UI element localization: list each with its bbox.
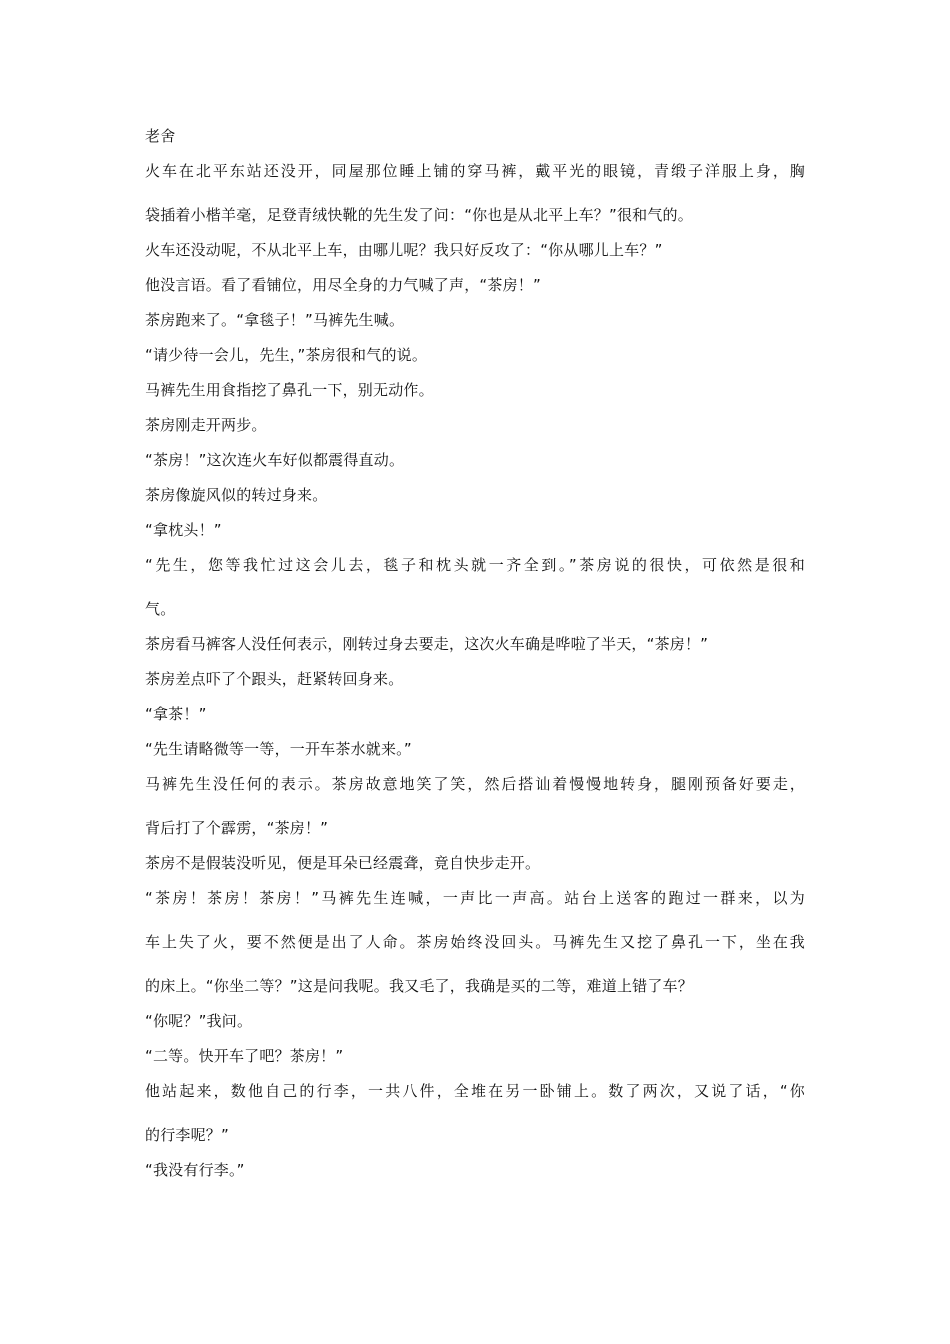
- paragraph-line: “茶房！茶房！茶房！”马裤先生连喊，一声比一声高。站台上送客的跑过一群来，以为: [145, 889, 805, 907]
- paragraph-line: 茶房差点吓了个跟头，赶紧转回身来。: [145, 670, 404, 688]
- paragraph-line: 茶房刚走开两步。: [145, 416, 267, 434]
- paragraph-line: 的床上。“你坐二等？”这是问我呢。我又毛了，我确是买的二等，难道上错了车？: [145, 977, 693, 995]
- paragraph-line: “我没有行李。”: [145, 1161, 245, 1179]
- paragraph-line: 他站起来，数他自己的行李，一共八件，全堆在另一卧铺上。数了两次，又说了话，“你: [145, 1082, 805, 1100]
- paragraph-line: 背后打了个霹雳，“茶房！”: [145, 819, 329, 837]
- paragraph-line: 袋插着小楷羊毫，足登青绒快靴的先生发了问：“你也是从北平上车？”很和气的。: [145, 206, 693, 224]
- paragraph-line: 火车在北平东站还没开，同屋那位睡上铺的穿马裤，戴平光的眼镜，青缎子洋服上身，胸: [145, 162, 805, 180]
- paragraph-line: 火车还没动呢，不从北平上车，由哪儿呢？我只好反攻了：“你从哪儿上车？”: [145, 241, 663, 259]
- paragraph-line: 的行李呢？”: [145, 1126, 229, 1144]
- paragraph-line: “拿枕头！”: [145, 521, 222, 539]
- paragraph-line: “你呢？”我问。: [145, 1012, 253, 1030]
- paragraph-line: 茶房不是假装没听见，便是耳朵已经震聋，竟自快步走开。: [145, 854, 541, 872]
- paragraph-line: “二等。快开车了吧？茶房！”: [145, 1047, 344, 1065]
- paragraph-line: 茶房跑来了。“拿毯子！”马裤先生喊。: [145, 311, 405, 329]
- paragraph-line: 车上失了火，要不然便是出了人命。茶房始终没回头。马裤先生又挖了鼻孔一下，坐在我: [145, 933, 805, 951]
- paragraph-line: 马裤先生没任何的表示。茶房故意地笑了笑，然后搭讪着慢慢地转身，腿刚预备好要走，: [145, 775, 805, 793]
- paragraph-line: “请少待一会儿，先生，”茶房很和气的说。: [145, 346, 428, 364]
- paragraph-line: 马裤先生用食指挖了鼻孔一下，别无动作。: [145, 381, 434, 399]
- document-page: [145, 125, 805, 1181]
- paragraph-line: 茶房看马裤客人没任何表示，刚转过身去要走，这次火车确是哗啦了半天，“茶房！”: [145, 635, 709, 653]
- paragraph-line: “先生请略微等一等，一开车茶水就来。”: [145, 740, 412, 758]
- paragraph-line: “茶房！”这次连火车好似都震得直动。: [145, 451, 405, 469]
- paragraph-line: 茶房像旋风似的转过身来。: [145, 486, 328, 504]
- paragraph-line: “拿茶！”: [145, 705, 207, 723]
- paragraph-line: 气。: [145, 600, 176, 618]
- paragraph-line: “先生，您等我忙过这会儿去，毯子和枕头就一齐全到。”茶房说的很快，可依然是很和: [145, 556, 805, 574]
- paragraph-line: 他没言语。看了看铺位，用尽全身的力气喊了声，“茶房！”: [145, 276, 541, 294]
- author-name: 老舍: [145, 127, 176, 145]
